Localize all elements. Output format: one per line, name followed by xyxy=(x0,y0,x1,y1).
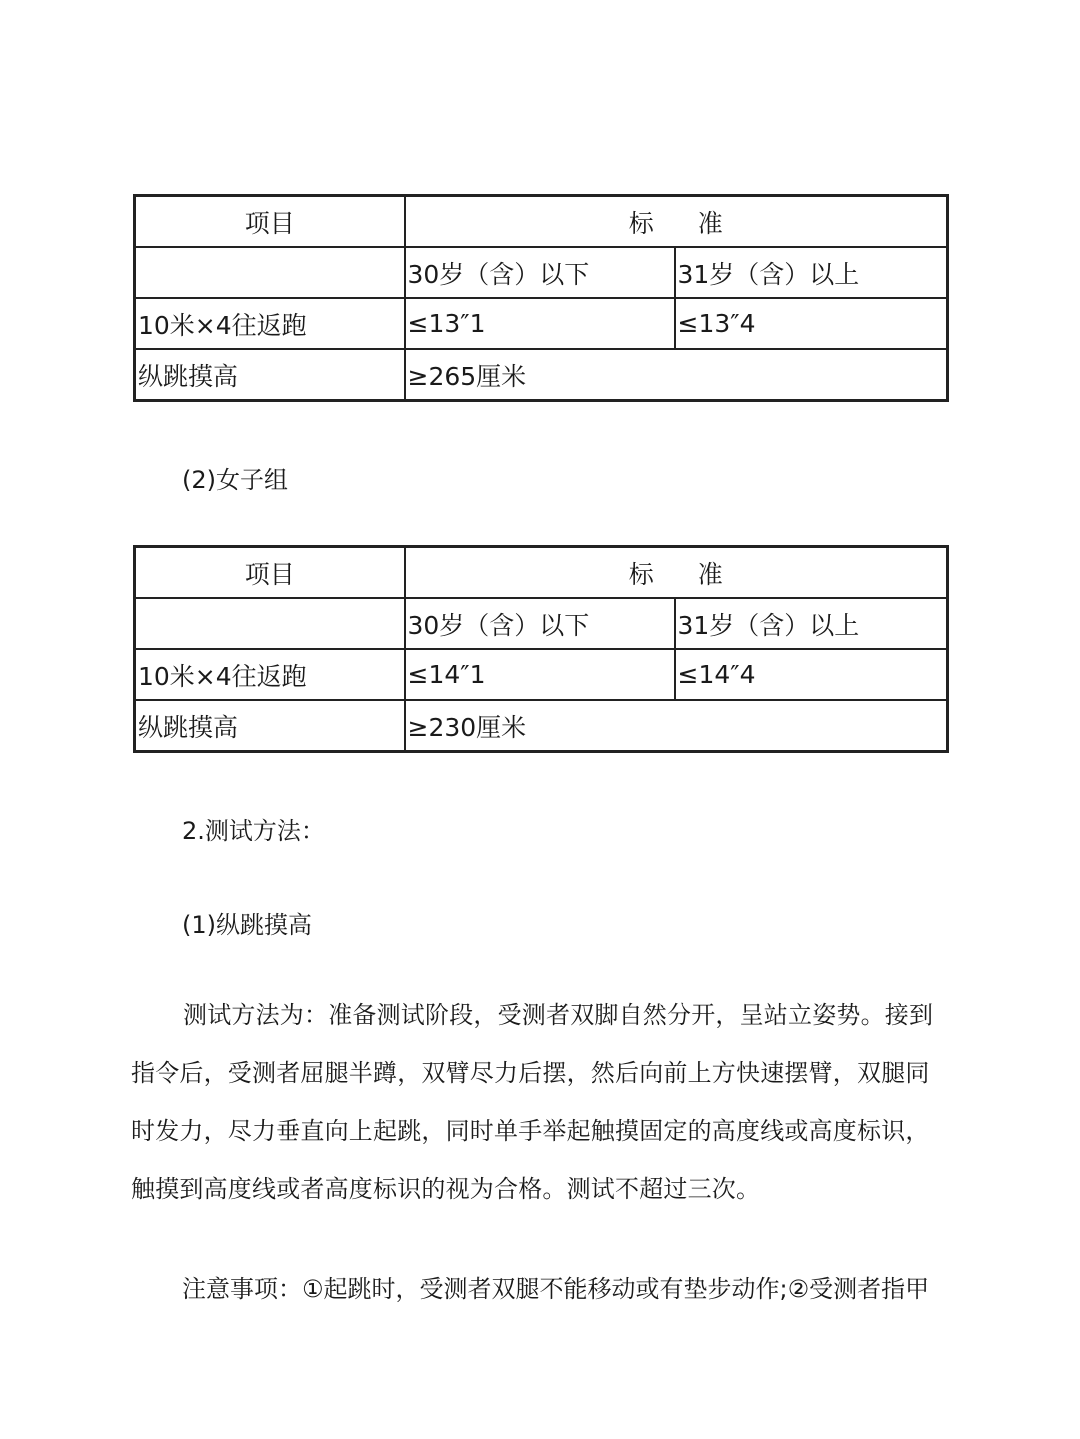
age-under-30-cell: 30岁（含）以下 xyxy=(405,247,675,298)
table-row xyxy=(135,649,948,700)
women-standards-table xyxy=(133,545,949,753)
empty-cell xyxy=(135,247,405,298)
men-standards-table xyxy=(133,194,949,402)
test-method-heading: 2.测试方法： xyxy=(182,817,325,845)
value-under-30-cell: ≤14″1 xyxy=(405,649,675,700)
item-name-cell: 纵跳摸高 xyxy=(135,700,405,752)
header-item-cell: 项目 xyxy=(135,547,405,599)
notes-line: 注意事项：①起跳时，受测者双腿不能移动或有垫步动作;②受测者指甲 xyxy=(182,1275,930,1303)
table-row xyxy=(135,349,948,401)
value-cell: ≥265厘米 xyxy=(405,349,948,401)
header-standard-cell: 标 准 xyxy=(405,547,948,599)
vertical-jump-heading: (1)纵跳摸高 xyxy=(182,911,312,939)
item-name-cell: 纵跳摸高 xyxy=(135,349,405,401)
age-over-31-cell: 31岁（含）以上 xyxy=(675,247,948,298)
table-row xyxy=(135,700,948,752)
empty-cell xyxy=(135,598,405,649)
age-over-31-cell: 31岁（含）以上 xyxy=(675,598,948,649)
table-row xyxy=(135,298,948,349)
method-paragraph: 测试方法为：准备测试阶段，受测者双脚自然分开，呈站立姿势。接到指令后，受测者屈腿半蹲，双臂尽力后摆，然后向前上方快速摆臂，双腿同时发力，尽力垂直向上起跳，同时单手举起触摸固定的高度线或高度标识，触摸到高度线或者高度标识的视为合格。测试不超过三次。 xyxy=(131,1001,934,1203)
table-header-row xyxy=(135,547,948,599)
value-under-30-cell: ≤13″1 xyxy=(405,298,675,349)
value-cell: ≥230厘米 xyxy=(405,700,948,752)
women-section-title: (2)女子组 xyxy=(182,466,288,494)
item-name-cell: 10米×4往返跑 xyxy=(135,298,405,349)
header-item-cell: 项目 xyxy=(135,196,405,248)
age-group-row xyxy=(135,247,948,298)
header-standard-cell: 标 准 xyxy=(405,196,948,248)
age-under-30-cell: 30岁（含）以下 xyxy=(405,598,675,649)
table-header-row xyxy=(135,196,948,248)
value-over-31-cell: ≤13″4 xyxy=(675,298,948,349)
value-over-31-cell: ≤14″4 xyxy=(675,649,948,700)
age-group-row xyxy=(135,598,948,649)
item-name-cell: 10米×4往返跑 xyxy=(135,649,405,700)
